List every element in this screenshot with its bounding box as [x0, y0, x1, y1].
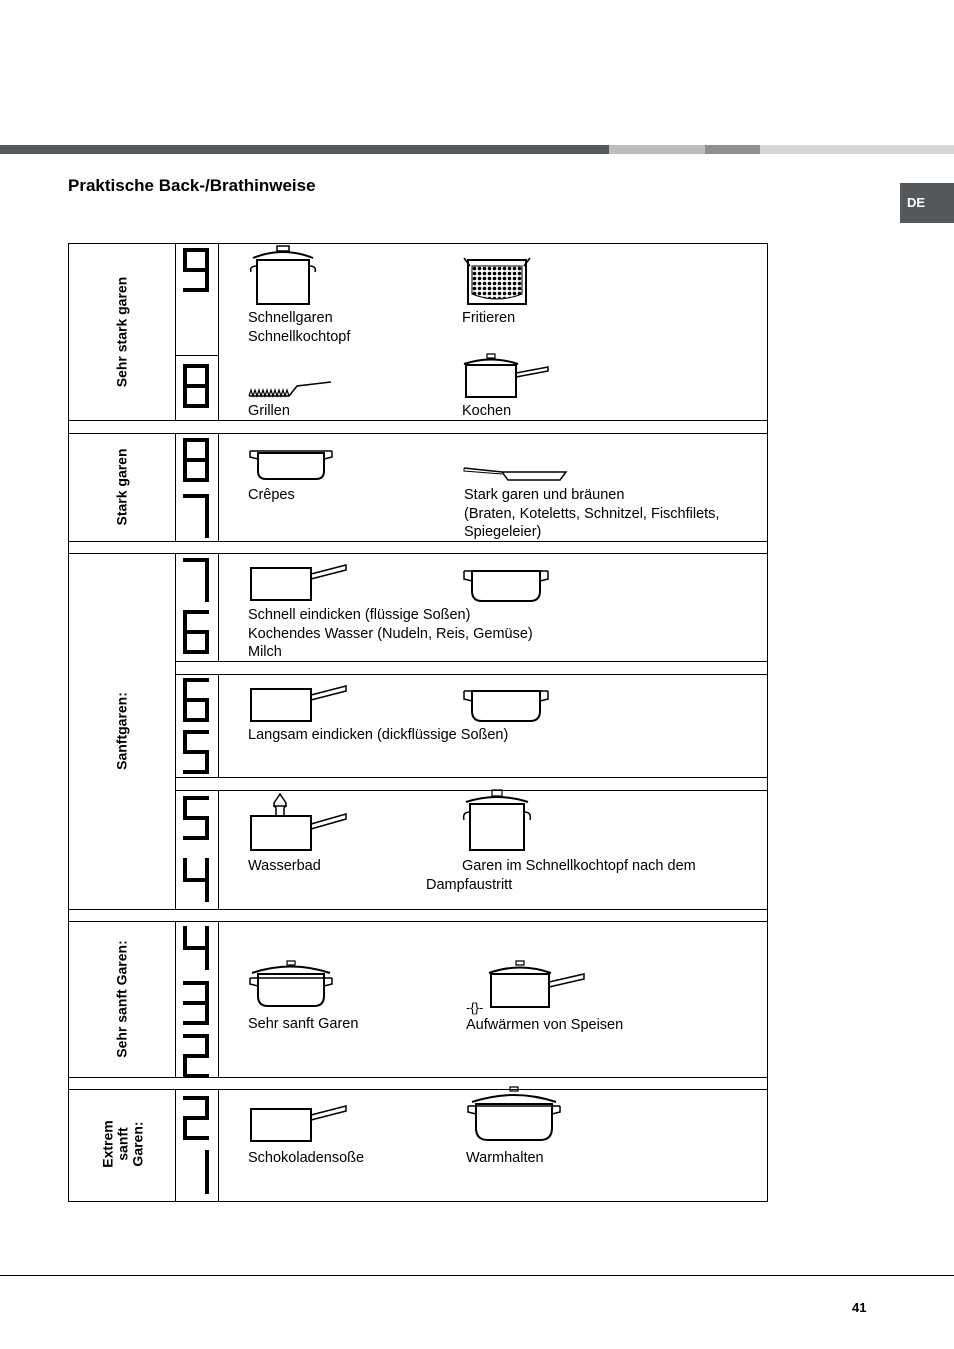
saucepan-icon: [248, 1103, 348, 1145]
header-bar-light-2: [760, 145, 954, 154]
item-text: Grillen: [248, 403, 290, 419]
item-text: Langsam eindicken (dickflüssige Soßen): [248, 727, 509, 743]
level-digit: [183, 858, 211, 904]
pressure-cooker-icon: [462, 788, 532, 854]
item-text: Fritieren: [462, 310, 516, 326]
group-label-extreme-gentle: Extrem sanft Garen:: [99, 1120, 146, 1168]
item-text: Wasserbad: [248, 858, 321, 874]
frying-pan-icon: [462, 464, 568, 482]
large-pot-with-lid-icon: [466, 1086, 562, 1144]
level-digit: [183, 558, 211, 604]
water-bath-icon: [248, 792, 348, 854]
page-title: Praktische Back-/Brathinweise: [68, 176, 316, 195]
item-text: Schokoladensoße: [248, 1150, 365, 1166]
level-digit: [183, 678, 211, 724]
level-digit: [183, 364, 211, 410]
level-digit: [183, 1096, 211, 1142]
level-digit: [183, 494, 211, 540]
header-bar-dark: [0, 145, 609, 154]
pot-with-lid-icon: [248, 960, 334, 1010]
group-label-very-gentle: Sehr sanft Garen:: [113, 940, 130, 1058]
item-text: Kochen: [462, 403, 512, 419]
group-label-strong: Stark garen: [113, 448, 130, 526]
item-text: Schnell eindicken (flüssige Soßen) Kochendes Wasser (Nudeln, Reis, Gemüse) Milch: [248, 607, 533, 660]
header-bar-light: [609, 145, 705, 154]
pot-icon: [462, 687, 550, 723]
item-text: Crêpes: [248, 487, 295, 503]
level-digit: [183, 926, 211, 972]
level-digit: [183, 248, 211, 294]
header-bar-mid: [705, 145, 760, 154]
group-label-gentle: Sanftgaren:: [113, 692, 130, 770]
saucepan-with-lid-icon: [462, 353, 552, 401]
level-digit: [183, 730, 211, 776]
level-digit: [183, 1150, 211, 1196]
item-text: -{}- Aufwärmen von Speisen: [466, 1000, 624, 1033]
frying-basket-icon: [462, 256, 532, 308]
level-digit: [183, 796, 211, 842]
item-text: Stark garen und bräunen (Braten, Koteletts, Schnitzel, Fischfilets, Spiegeleier): [464, 487, 720, 540]
grill-pan-icon: [247, 380, 333, 400]
item-text: Sehr sanft Garen: [248, 1016, 359, 1032]
group-label-very-strong: Sehr stark garen: [113, 276, 130, 388]
level-digit: [183, 610, 211, 656]
language-tab: DE: [900, 183, 954, 223]
level-digit: [183, 1034, 211, 1080]
pot-icon: [462, 567, 550, 603]
saucepan-icon: [248, 683, 348, 725]
level-digit: [183, 981, 211, 1027]
shallow-pan-icon: [248, 447, 334, 483]
pot-with-lid-icon: [247, 244, 319, 308]
item-text: Schnellgaren Schnellkochtopf: [248, 310, 351, 345]
footer-rule: [0, 1275, 954, 1276]
level-digit: [183, 438, 211, 484]
item-text: Warmhalten: [466, 1150, 544, 1166]
page-number: 41: [852, 1300, 867, 1315]
item-text: Dampfaustritt: [426, 877, 513, 893]
item-text: Garen im Schnellkochtopf nach dem: [462, 858, 696, 874]
saucepan-icon: [248, 562, 348, 604]
